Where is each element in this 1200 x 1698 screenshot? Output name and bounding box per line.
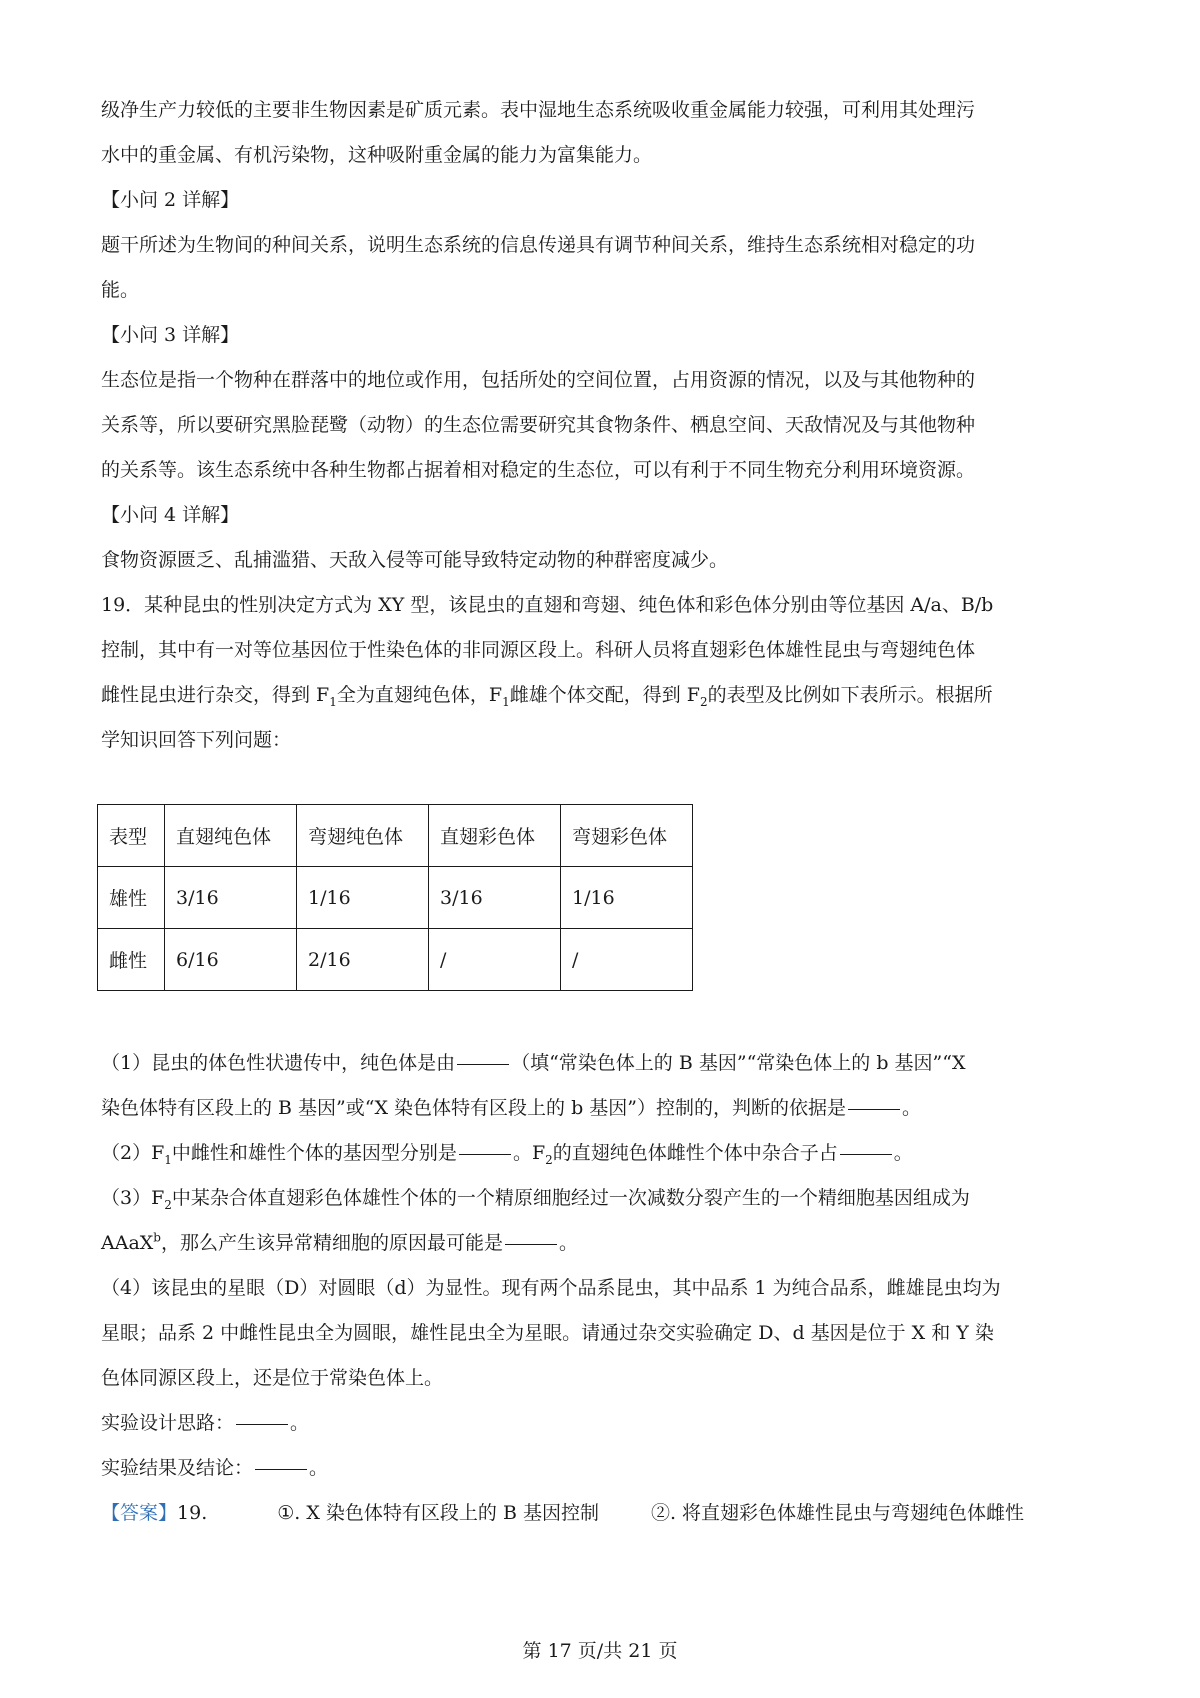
- table-cell: /: [561, 929, 693, 991]
- design-prompt: 实验设计思路： 。: [101, 1412, 310, 1434]
- table-header-cell: 弯翅彩色体: [561, 805, 693, 867]
- answer-blank: [840, 1153, 892, 1155]
- sub-question-4: （4）该昆虫的星眼（D）对圆眼（d）为显性。现有两个品系昆虫，其中品系 1 为纯合品系，雌雄昆虫均为: [101, 1277, 1001, 1299]
- table-row: [98, 867, 693, 929]
- sub-question-3: AAaX$^b$，那么产生该异常精细胞的原因最可能是 。: [101, 1230, 579, 1254]
- phenotype-table: [97, 804, 693, 991]
- text-line: 级净生产力较低的主要非生物因素是矿质元素。表中湿地生态系统吸收重金属能力较强，可利用其处理污: [101, 99, 976, 121]
- page-footer: 第 17 页/共 21 页: [522, 1640, 678, 1662]
- section-heading: 【小问 2 详解】: [101, 189, 240, 211]
- table-header-cell: 直翅彩色体: [429, 805, 561, 867]
- table-header-cell: 表型: [98, 805, 165, 867]
- sub-question-2: $(2)F_1$中雌性和雄性个体的基因型分别是 。$F_2$的直翅纯色体雌性个体中杂合子占 。: [101, 1142, 913, 1167]
- answer-blank: [505, 1243, 557, 1245]
- table-cell: 6/16: [165, 929, 297, 991]
- table-row: [98, 929, 693, 991]
- table-cell: 3/16: [165, 867, 297, 929]
- text-line: 能。: [101, 279, 140, 301]
- sub-question-4: 色体同源区段上，还是位于常染色体上。: [101, 1367, 444, 1389]
- table-cell: 3/16: [429, 867, 561, 929]
- table-cell: 1/16: [561, 867, 693, 929]
- answer-tag: 【答案】: [101, 1502, 178, 1524]
- table-cell: /: [429, 929, 561, 991]
- text-line: 生态位是指一个物种在群落中的地位或作用，包括所处的空间位置，占用资源的情况，以及与其他物种的: [101, 369, 976, 391]
- text-line: 题干所述为生物间的种间关系，说明生态系统的信息传递具有调节种间关系，维持生态系统相对稳定的功: [101, 234, 976, 256]
- text-line: 食物资源匮乏、乱捕滥猎、天敌入侵等可能导致特定动物的种群密度减少。: [101, 549, 729, 571]
- answer-blank: [255, 1468, 307, 1470]
- section-heading: 【小问 4 详解】: [101, 504, 240, 526]
- question-19-line: 雌性昆虫进行杂交，得到 $F_1$全为直翅纯色体，$F_1$雌雄个体交配，得到 $F_2$的表型及比例如下表所示。根据所: [101, 684, 993, 709]
- answer-part-2: ②. 将直翅彩色体雄性昆虫与弯翅纯色体雌性: [650, 1502, 1025, 1524]
- sub-question-1: 染色体特有区段上的 B 基因”或“X 染色体特有区段上的 b 基因”）控制的，判断的依据是 。: [101, 1097, 922, 1119]
- answer-blank: [848, 1108, 900, 1110]
- table-cell: 雄性: [98, 867, 165, 929]
- question-19-line: 控制，其中有一对等位基因位于性染色体的非同源区段上。科研人员将直翅彩色体雄性昆虫与弯翅纯色体: [101, 639, 976, 661]
- section-heading: 【小问 3 详解】: [101, 324, 240, 346]
- table-cell: 雌性: [98, 929, 165, 991]
- sub-question-4: 星眼；品系 2 中雌性昆虫全为圆眼，雄性昆虫全为星眼。请通过杂交实验确定 D、d 基因是位于 X 和 Y 染: [101, 1322, 994, 1344]
- text-line: 的关系等。该生态系统中各种生物都占据着相对稳定的生态位，可以有利于不同生物充分利用环境资源。: [101, 459, 976, 481]
- sub-question-3: $(3)F_2$中某杂合体直翅彩色体雄性个体的一个精原细胞经过一次减数分裂产生的一个精细胞基因组成为: [101, 1187, 970, 1212]
- table-cell: 1/16: [297, 867, 429, 929]
- text-line: 水中的重金属、有机污染物，这种吸附重金属的能力为富集能力。: [101, 144, 653, 166]
- question-19-line: 学知识回答下列问题：: [101, 729, 292, 751]
- table-cell: 2/16: [297, 929, 429, 991]
- result-prompt: 实验结果及结论： 。: [101, 1457, 329, 1479]
- text-line: 关系等，所以要研究黑脸琵鹭（动物）的生态位需要研究其食物条件、栖息空间、天敌情况及与其他物种: [101, 414, 976, 436]
- question-19-line: 19．某种昆虫的性别决定方式为 XY 型，该昆虫的直翅和弯翅、纯色体和彩色体分别由等位基因 A/a、B/b: [101, 594, 994, 616]
- answer-blank: [236, 1423, 288, 1425]
- sub-question-1: （1）昆虫的体色性状遗传中，纯色体是由 （填“常染色体上的 B 基因”“常染色体上的 b 基因”“X: [101, 1052, 966, 1074]
- answer-part-1: ①. X 染色体特有区段上的 B 基因控制: [277, 1502, 599, 1524]
- answer-blank: [459, 1153, 511, 1155]
- table-header-row: [98, 805, 693, 867]
- table-header-cell: 直翅纯色体: [165, 805, 297, 867]
- answer-blank: [457, 1063, 509, 1065]
- table-header-cell: 弯翅纯色体: [297, 805, 429, 867]
- answer-line: 【答案】19. ①. X 染色体特有区段上的 B 基因控制 ②. 将直翅彩色体雄性昆虫与弯翅纯色体雌性: [101, 1502, 1025, 1524]
